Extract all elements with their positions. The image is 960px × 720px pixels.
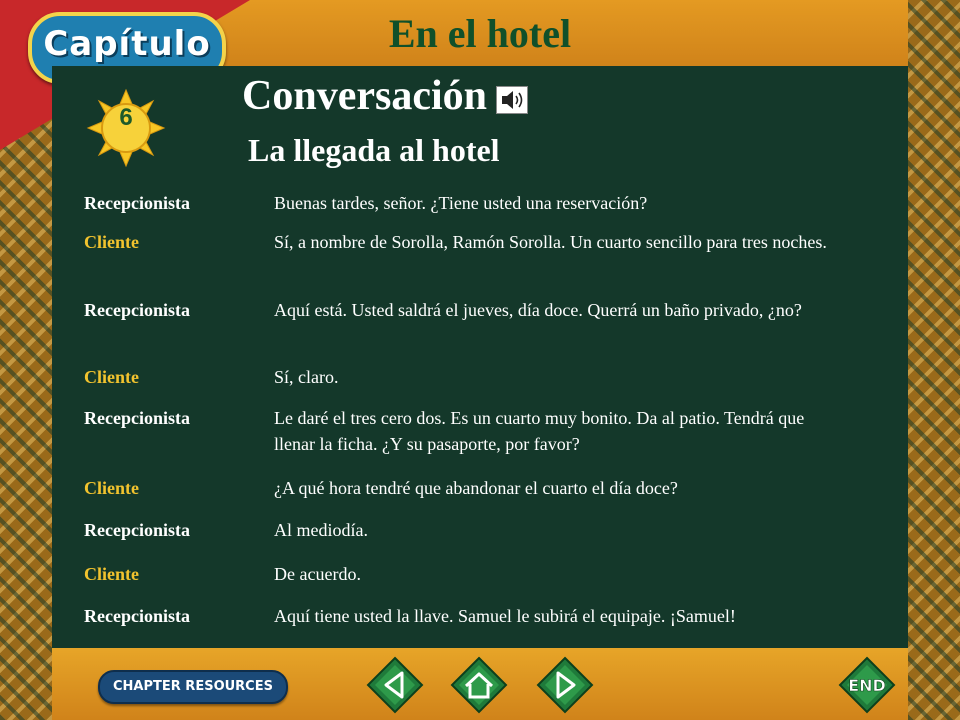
- speaker-label: Cliente: [84, 367, 139, 387]
- speech-text: Al mediodía.: [274, 520, 368, 540]
- speaker-label: Recepcionista: [84, 606, 190, 626]
- speaker-label: Recepcionista: [84, 520, 190, 540]
- speaker-label: Recepcionista: [84, 300, 190, 320]
- end-label: END: [848, 676, 886, 695]
- chapter-resources-button[interactable]: CHAPTER RESOURCES: [98, 670, 288, 704]
- speech-text: Sí, claro.: [274, 367, 339, 387]
- end-icon[interactable]: [836, 656, 898, 714]
- speech-text: Le daré el tres cero dos. Es un cuarto muy bonito. Da al patio. Tendrá que llenar la ficha. ¿Y su pasaporte, por favor?: [274, 408, 805, 454]
- speaker-icon[interactable]: [496, 86, 528, 114]
- speech-text: Buenas tardes, señor. ¿Tiene usted una reservación?: [274, 193, 648, 213]
- chapter-number: 6: [119, 104, 133, 131]
- home-icon[interactable]: [448, 656, 510, 714]
- speech-text: Aquí está. Usted saldrá el jueves, día doce. Querrá un baño privado, ¿no?: [274, 300, 802, 320]
- speaker-label: Cliente: [84, 564, 139, 584]
- section-title: Conversación: [242, 73, 487, 119]
- speaker-label: Recepcionista: [84, 193, 190, 213]
- speaker-label: Cliente: [84, 232, 139, 252]
- back-arrow-icon[interactable]: [364, 656, 426, 714]
- speech-text: ¿A qué hora tendré que abandonar el cuarto el día doce?: [274, 478, 678, 498]
- right-decorative-border: [908, 0, 960, 720]
- speech-text: Sí, a nombre de Sorolla, Ramón Sorolla. Un cuarto sencillo para tres noches.: [274, 232, 827, 252]
- speaker-label: Recepcionista: [84, 408, 190, 428]
- speaker-label: Cliente: [84, 478, 139, 498]
- subtitle: La llegada al hotel: [248, 132, 500, 168]
- speech-text: Aquí tiene usted la llave. Samuel le subirá el equipaje. ¡Samuel!: [274, 606, 736, 626]
- speech-text: De acuerdo.: [274, 564, 361, 584]
- forward-arrow-icon[interactable]: [534, 656, 596, 714]
- logo-text: Capítulo: [43, 24, 211, 64]
- page-title: En el hotel: [388, 11, 572, 56]
